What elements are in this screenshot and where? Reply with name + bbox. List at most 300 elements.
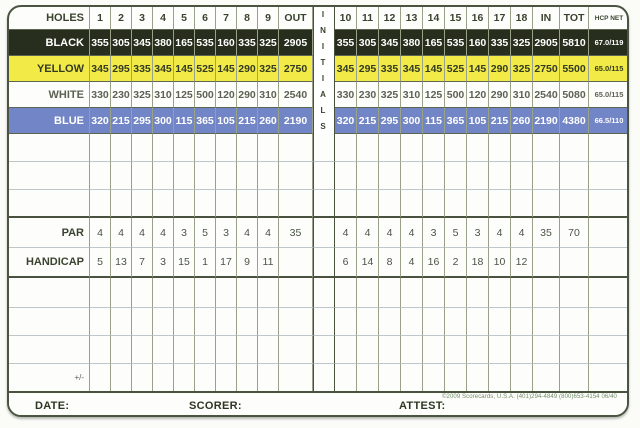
score-entry-cell (533, 190, 560, 218)
handicap-hole-2: 13 (111, 248, 132, 278)
yellow-hole-18-yardage: 325 (511, 56, 533, 82)
score-entry-cell (560, 336, 589, 364)
black-hole-8-yardage: 335 (237, 30, 258, 56)
score-entry-cell (533, 336, 560, 364)
par-hole-1: 4 (90, 218, 111, 248)
par-hole-11: 4 (357, 218, 379, 248)
yellow-total-yardage: 5500 (560, 56, 589, 82)
score-entry-cell (216, 134, 237, 162)
score-entry-cell (258, 134, 279, 162)
handicap-hole-6: 1 (195, 248, 216, 278)
handicap-hole-15: 2 (445, 248, 467, 278)
handicap-hole-5: 15 (174, 248, 195, 278)
header-hole-16: 16 (467, 7, 489, 30)
score-entry-cell (237, 134, 258, 162)
handicap-hole-16: 18 (467, 248, 489, 278)
score-entry-cell (467, 190, 489, 218)
par-out: 35 (279, 218, 313, 248)
handicap-hole-12: 8 (379, 248, 401, 278)
score-entry-cell (589, 364, 629, 391)
score-entry-cell (111, 190, 132, 218)
yellow-hole-12-yardage: 335 (379, 56, 401, 82)
score-entry-cell (489, 134, 511, 162)
score-entry-cell (379, 162, 401, 190)
handicap-hole-9: 11 (258, 248, 279, 278)
yellow-hcp-net: 65.0/115 (589, 56, 629, 82)
score-entry-cell (132, 364, 153, 391)
blue-hole-1-yardage: 320 (90, 108, 111, 134)
black-hole-2-yardage: 305 (111, 30, 132, 56)
scorecard (7, 5, 629, 417)
initials-column (313, 364, 335, 391)
white-hole-10-yardage: 330 (335, 82, 357, 108)
score-entry-cell (589, 278, 629, 308)
score-entry-cell (216, 364, 237, 391)
score-entry-cell (153, 278, 174, 308)
score-entry-cell (258, 278, 279, 308)
yellow-hole-5-yardage: 145 (174, 56, 195, 82)
par-hole-13: 4 (401, 218, 423, 248)
blue-hole-9-yardage: 260 (258, 108, 279, 134)
header-hole-13: 13 (401, 7, 423, 30)
score-entry-cell (423, 190, 445, 218)
initials-column (313, 336, 335, 364)
par-label: PAR (9, 218, 90, 248)
score-entry-cell (279, 162, 313, 190)
header-hole-3: 3 (132, 7, 153, 30)
black-hole-11-yardage: 305 (357, 30, 379, 56)
score-entry-cell (237, 364, 258, 391)
blue-hole-15-yardage: 365 (445, 108, 467, 134)
row-label-cell (9, 308, 90, 336)
score-entry-cell (195, 190, 216, 218)
score-entry-cell (401, 336, 423, 364)
score-entry-cell (533, 162, 560, 190)
score-entry-cell (216, 190, 237, 218)
header-hole-4: 4 (153, 7, 174, 30)
score-entry-cell (467, 278, 489, 308)
score-entry-cell (174, 134, 195, 162)
handicap-hole-8: 9 (237, 248, 258, 278)
blue-hole-5-yardage: 115 (174, 108, 195, 134)
white-hole-12-yardage: 325 (379, 82, 401, 108)
header-hole-8: 8 (237, 7, 258, 30)
black-hole-15-yardage: 535 (445, 30, 467, 56)
row-label-cell (9, 162, 90, 190)
row-label-cell (9, 278, 90, 308)
score-entry-cell (279, 278, 313, 308)
score-entry-cell (445, 162, 467, 190)
score-entry-cell (153, 364, 174, 391)
row-label-cell (9, 336, 90, 364)
score-entry-cell (216, 278, 237, 308)
blue-hole-12-yardage: 295 (379, 108, 401, 134)
score-entry-cell (258, 336, 279, 364)
par-hole-8: 4 (237, 218, 258, 248)
score-entry-cell (258, 190, 279, 218)
score-entry-cell (467, 308, 489, 336)
par-hole-18: 4 (511, 218, 533, 248)
white-hole-6-yardage: 500 (195, 82, 216, 108)
par-hole-4: 4 (153, 218, 174, 248)
scorer-label: SCORER: (189, 400, 242, 412)
score-entry-cell (279, 248, 313, 278)
score-entry-cell (174, 308, 195, 336)
score-entry-cell (560, 364, 589, 391)
tee-yellow-label: YELLOW (9, 56, 90, 82)
par-hole-6: 5 (195, 218, 216, 248)
yellow-hole-7-yardage: 145 (216, 56, 237, 82)
score-entry-cell (560, 134, 589, 162)
handicap-hole-4: 3 (153, 248, 174, 278)
blue-in-yardage: 2190 (533, 108, 560, 134)
blue-hole-11-yardage: 215 (357, 108, 379, 134)
score-entry-cell (445, 190, 467, 218)
score-entry-cell (195, 162, 216, 190)
score-entry-cell (153, 162, 174, 190)
handicap-label: HANDICAP (9, 248, 90, 278)
black-hole-18-yardage: 325 (511, 30, 533, 56)
yellow-hole-1-yardage: 345 (90, 56, 111, 82)
score-entry-cell (132, 162, 153, 190)
score-entry-cell (174, 278, 195, 308)
score-entry-cell (467, 134, 489, 162)
score-entry-cell (195, 134, 216, 162)
copyright-text: ©2009 Scorecards, U.S.A. (401)294-4849 (800)653-4154 06/40 (442, 394, 617, 400)
score-entry-cell (560, 308, 589, 336)
score-entry-cell (195, 278, 216, 308)
initials-column (313, 190, 335, 218)
score-entry-cell (111, 336, 132, 364)
score-entry-cell (258, 162, 279, 190)
score-entry-cell (335, 162, 357, 190)
score-entry-cell (357, 278, 379, 308)
score-entry-cell (423, 336, 445, 364)
score-entry-cell (589, 336, 629, 364)
score-entry-cell (401, 364, 423, 391)
yellow-hole-8-yardage: 290 (237, 56, 258, 82)
par-hole-12: 4 (379, 218, 401, 248)
header-hole-17: 17 (489, 7, 511, 30)
black-in-yardage: 2905 (533, 30, 560, 56)
score-entry-cell (379, 278, 401, 308)
score-entry-cell (445, 364, 467, 391)
par-hole-10: 4 (335, 218, 357, 248)
score-entry-cell (401, 134, 423, 162)
header-hcp-net: HCP NET (589, 7, 629, 30)
yellow-hole-2-yardage: 295 (111, 56, 132, 82)
score-entry-cell (489, 336, 511, 364)
score-entry-cell (560, 278, 589, 308)
score-entry-cell (467, 162, 489, 190)
white-hole-13-yardage: 310 (401, 82, 423, 108)
date-label: DATE: (35, 400, 70, 412)
score-entry-cell (237, 162, 258, 190)
score-entry-cell (511, 336, 533, 364)
black-total-yardage: 5810 (560, 30, 589, 56)
white-out-yardage: 2540 (279, 82, 313, 108)
score-entry-cell (111, 364, 132, 391)
header-tot: TOT (560, 7, 589, 30)
blue-hcp-net: 66.5/110 (589, 108, 629, 134)
score-entry-cell (195, 336, 216, 364)
header-hole-7: 7 (216, 7, 237, 30)
header-hole-1: 1 (90, 7, 111, 30)
black-hole-1-yardage: 355 (90, 30, 111, 56)
score-entry-cell (357, 162, 379, 190)
header-hole-15: 15 (445, 7, 467, 30)
black-hole-12-yardage: 345 (379, 30, 401, 56)
header-hole-5: 5 (174, 7, 195, 30)
score-entry-cell (423, 134, 445, 162)
par-hole-5: 3 (174, 218, 195, 248)
handicap-hole-3: 7 (132, 248, 153, 278)
score-entry-cell (357, 134, 379, 162)
yellow-hole-9-yardage: 325 (258, 56, 279, 82)
header-holes-label: HOLES (9, 7, 90, 30)
white-hole-18-yardage: 310 (511, 82, 533, 108)
white-hole-7-yardage: 120 (216, 82, 237, 108)
score-entry-cell (132, 190, 153, 218)
score-entry-cell (111, 162, 132, 190)
blue-hole-13-yardage: 300 (401, 108, 423, 134)
black-hole-7-yardage: 160 (216, 30, 237, 56)
score-entry-cell (445, 278, 467, 308)
yellow-hole-16-yardage: 145 (467, 56, 489, 82)
score-entry-cell (111, 134, 132, 162)
score-entry-cell (216, 336, 237, 364)
score-entry-cell (153, 308, 174, 336)
score-entry-cell (153, 336, 174, 364)
initials-vertical-label (312, 9, 334, 133)
score-entry-cell (467, 364, 489, 391)
blue-total-yardage: 4380 (560, 108, 589, 134)
score-entry-cell (111, 278, 132, 308)
handicap-hole-10: 6 (335, 248, 357, 278)
header-hole-14: 14 (423, 7, 445, 30)
score-entry-cell (90, 364, 111, 391)
score-entry-cell (445, 134, 467, 162)
score-entry-cell (258, 364, 279, 391)
blue-hole-14-yardage: 115 (423, 108, 445, 134)
score-entry-cell (401, 162, 423, 190)
score-entry-cell (90, 278, 111, 308)
score-entry-cell (237, 308, 258, 336)
black-hole-4-yardage: 380 (153, 30, 174, 56)
score-entry-cell (174, 190, 195, 218)
score-entry-cell (379, 134, 401, 162)
score-entry-cell (335, 364, 357, 391)
score-entry-cell (279, 308, 313, 336)
score-entry-cell (489, 308, 511, 336)
initials-column (313, 308, 335, 336)
score-entry-cell (589, 308, 629, 336)
tee-white-label: WHITE (9, 82, 90, 108)
score-entry-cell (174, 364, 195, 391)
blue-hole-8-yardage: 215 (237, 108, 258, 134)
score-entry-cell (560, 248, 589, 278)
score-entry-cell (489, 364, 511, 391)
score-entry-cell (589, 190, 629, 218)
blue-hole-16-yardage: 105 (467, 108, 489, 134)
plus-minus-label: +/- (9, 364, 90, 391)
initials-letter: S (320, 122, 326, 131)
black-out-yardage: 2905 (279, 30, 313, 56)
black-hole-5-yardage: 165 (174, 30, 195, 56)
white-hole-8-yardage: 290 (237, 82, 258, 108)
black-hole-17-yardage: 335 (489, 30, 511, 56)
score-entry-cell (533, 278, 560, 308)
score-entry-cell (401, 308, 423, 336)
scorecard-grid (9, 7, 627, 391)
blue-hole-2-yardage: 215 (111, 108, 132, 134)
score-entry-cell (132, 134, 153, 162)
score-entry-cell (489, 278, 511, 308)
black-hole-10-yardage: 355 (335, 30, 357, 56)
yellow-hole-4-yardage: 345 (153, 56, 174, 82)
score-entry-cell (174, 162, 195, 190)
score-entry-cell (379, 308, 401, 336)
score-entry-cell (560, 190, 589, 218)
handicap-hole-17: 10 (489, 248, 511, 278)
initials-column (313, 248, 335, 278)
initials-letter: N (320, 26, 326, 35)
score-entry-cell (467, 336, 489, 364)
score-entry-cell (533, 248, 560, 278)
header-hole-6: 6 (195, 7, 216, 30)
header-hole-12: 12 (379, 7, 401, 30)
par-hole-2: 4 (111, 218, 132, 248)
score-entry-cell (489, 162, 511, 190)
score-entry-cell (111, 308, 132, 336)
black-hole-13-yardage: 380 (401, 30, 423, 56)
white-total-yardage: 5080 (560, 82, 589, 108)
white-hole-11-yardage: 230 (357, 82, 379, 108)
header-hole-18: 18 (511, 7, 533, 30)
score-entry-cell (589, 248, 629, 278)
white-hole-2-yardage: 230 (111, 82, 132, 108)
footer-bar (9, 391, 627, 417)
yellow-hole-15-yardage: 525 (445, 56, 467, 82)
score-entry-cell (401, 278, 423, 308)
score-entry-cell (511, 190, 533, 218)
blue-hole-6-yardage: 365 (195, 108, 216, 134)
initials-column (313, 162, 335, 190)
white-hole-9-yardage: 310 (258, 82, 279, 108)
initials-letter: A (320, 90, 326, 99)
white-hole-1-yardage: 330 (90, 82, 111, 108)
blue-hole-17-yardage: 215 (489, 108, 511, 134)
score-entry-cell (153, 190, 174, 218)
score-entry-cell (90, 190, 111, 218)
score-entry-cell (335, 308, 357, 336)
yellow-hole-11-yardage: 295 (357, 56, 379, 82)
score-entry-cell (357, 364, 379, 391)
tee-black-label: BLACK (9, 30, 90, 56)
white-hole-15-yardage: 500 (445, 82, 467, 108)
score-entry-cell (237, 190, 258, 218)
initials-letter: I (321, 74, 325, 83)
header-hole-9: 9 (258, 7, 279, 30)
black-hcp-net: 67.0/119 (589, 30, 629, 56)
white-hole-16-yardage: 120 (467, 82, 489, 108)
score-entry-cell (401, 190, 423, 218)
yellow-out-yardage: 2750 (279, 56, 313, 82)
score-entry-cell (90, 308, 111, 336)
score-entry-cell (216, 308, 237, 336)
score-entry-cell (589, 134, 629, 162)
score-entry-cell (153, 134, 174, 162)
score-entry-cell (379, 364, 401, 391)
score-entry-cell (533, 134, 560, 162)
yellow-hole-14-yardage: 145 (423, 56, 445, 82)
score-entry-cell (174, 336, 195, 364)
black-hole-16-yardage: 160 (467, 30, 489, 56)
par-hole-17: 4 (489, 218, 511, 248)
score-entry-cell (445, 308, 467, 336)
score-entry-cell (379, 190, 401, 218)
par-in: 35 (533, 218, 560, 248)
white-in-yardage: 2540 (533, 82, 560, 108)
header-out: OUT (279, 7, 313, 30)
score-entry-cell (489, 190, 511, 218)
score-entry-cell (279, 134, 313, 162)
score-entry-cell (379, 336, 401, 364)
score-entry-cell (335, 134, 357, 162)
yellow-hole-6-yardage: 525 (195, 56, 216, 82)
par-hole-15: 5 (445, 218, 467, 248)
score-entry-cell (357, 308, 379, 336)
par-hole-16: 3 (467, 218, 489, 248)
score-entry-cell (90, 336, 111, 364)
score-entry-cell (423, 308, 445, 336)
white-hole-3-yardage: 325 (132, 82, 153, 108)
blue-out-yardage: 2190 (279, 108, 313, 134)
white-hole-4-yardage: 310 (153, 82, 174, 108)
blue-hole-18-yardage: 260 (511, 108, 533, 134)
score-entry-cell (511, 134, 533, 162)
score-entry-cell (90, 162, 111, 190)
yellow-hole-17-yardage: 290 (489, 56, 511, 82)
row-label-cell (9, 134, 90, 162)
score-entry-cell (511, 364, 533, 391)
score-entry-cell (258, 308, 279, 336)
score-entry-cell (279, 364, 313, 391)
score-entry-cell (237, 336, 258, 364)
score-entry-cell (132, 336, 153, 364)
score-entry-cell (90, 134, 111, 162)
handicap-hole-13: 4 (401, 248, 423, 278)
score-entry-cell (423, 278, 445, 308)
header-hole-10: 10 (335, 7, 357, 30)
handicap-hole-1: 5 (90, 248, 111, 278)
header-in: IN (533, 7, 560, 30)
score-entry-cell (560, 162, 589, 190)
white-hole-14-yardage: 125 (423, 82, 445, 108)
yellow-hole-3-yardage: 335 (132, 56, 153, 82)
attest-label: ATTEST: (399, 400, 446, 412)
handicap-hole-7: 17 (216, 248, 237, 278)
yellow-hole-10-yardage: 345 (335, 56, 357, 82)
score-entry-cell (423, 364, 445, 391)
score-entry-cell (589, 218, 629, 248)
black-hole-9-yardage: 325 (258, 30, 279, 56)
score-entry-cell (132, 278, 153, 308)
blue-hole-3-yardage: 295 (132, 108, 153, 134)
score-entry-cell (511, 308, 533, 336)
yellow-hole-13-yardage: 345 (401, 56, 423, 82)
blue-hole-4-yardage: 300 (153, 108, 174, 134)
